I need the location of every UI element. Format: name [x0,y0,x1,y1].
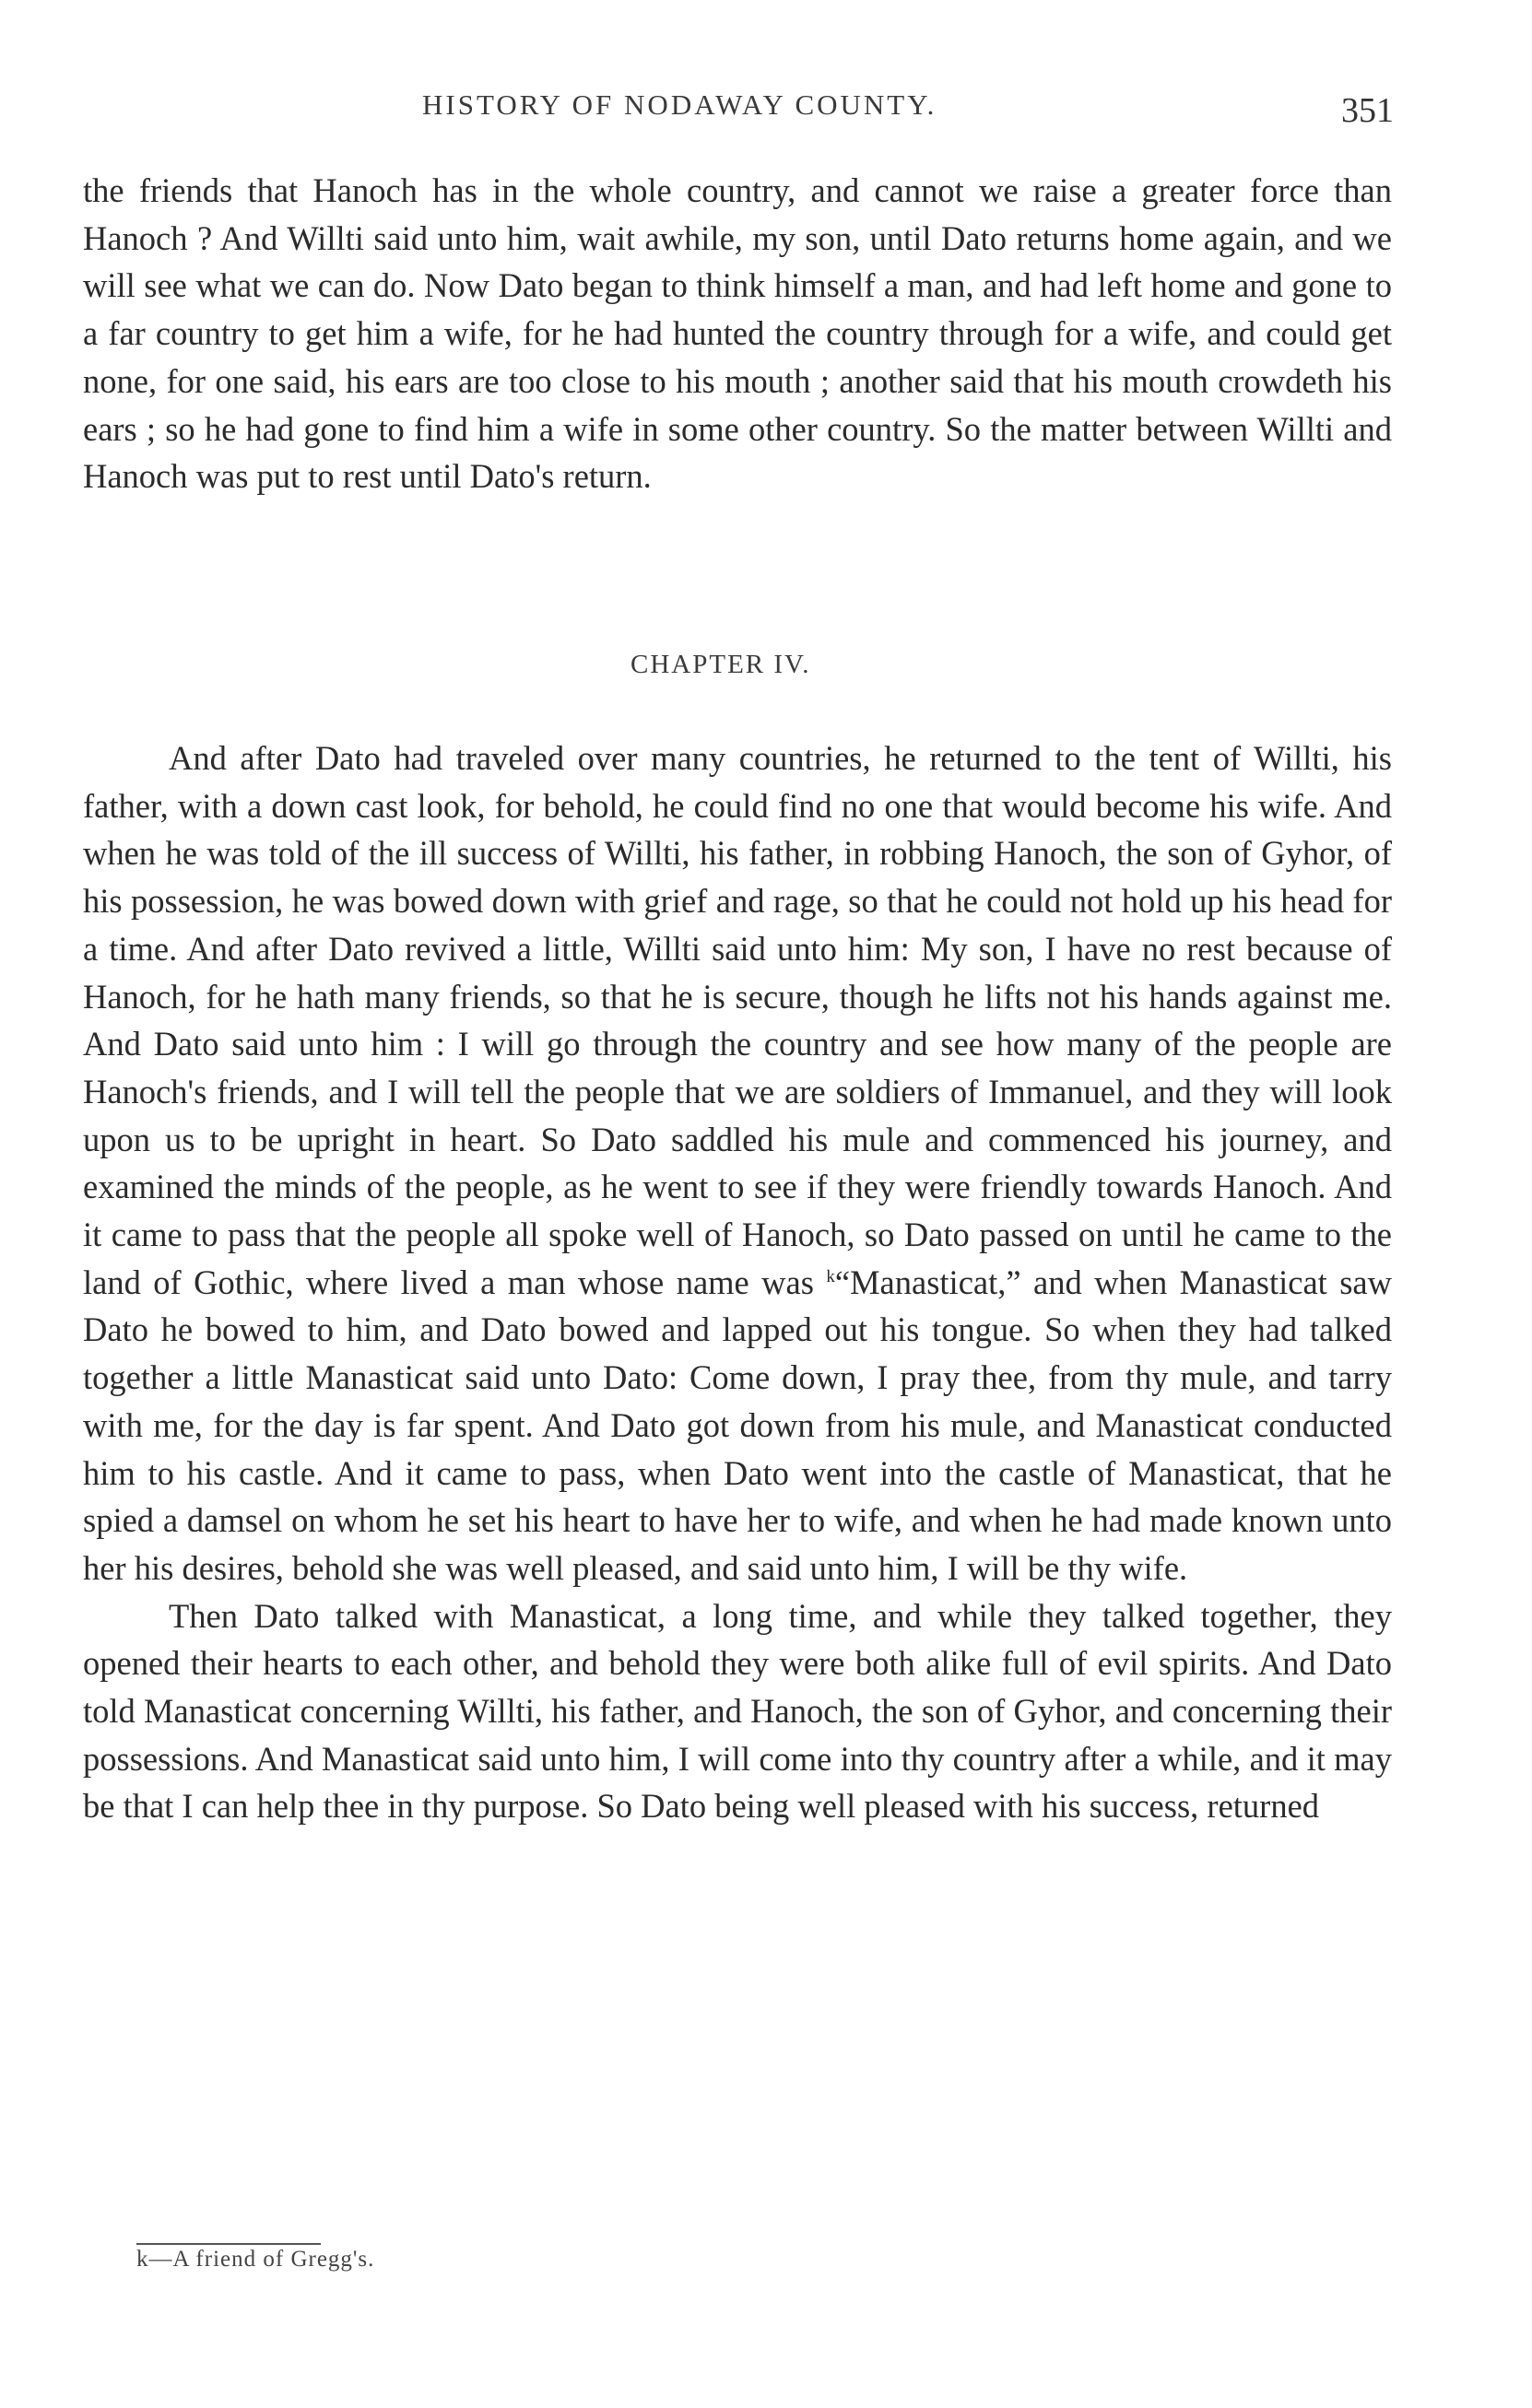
footnote: k—A friend of Gregg's. [136,2247,375,2272]
paragraph-1 [83,734,1392,1592]
footnote-reference: k [826,1266,835,1286]
continued-paragraph: the friends that Hanoch has in the whole country, and cannot we raise a greater force than Hanoch ? And Willti said unto him, wait awhile, my son, until Dato returns home again, and we will see what we can do. Now Dato began to think himself a man, and had left home and gone to a far country to get him a wife, for he had hunted the country through for a wife, and could get none, for one said, his ears are too close to his mouth ; another said that his mouth crowdeth his ears ; so he had gone to find him a wife in some other country. So the matter between Willti and Hanoch was put to rest until Dato's return. [83,171,1392,496]
running-title: HISTORY OF NODAWAY COUNTY. [422,88,937,121]
continued-paragraph-block [83,167,1392,500]
paragraph-2: Then Dato talked with Manasticat, a long time, and while they talked together, they opened their hearts to each other, and behold they were both alike full of evil spirits. And Dato told Manasticat concerning Willti, his father, and Hanoch, the son of Gyhor, and concerning their possessions. And Manasticat said unto him, I will come into thy country after a while, and it may be that I can help thee in thy purpose. So Dato being well pleased with his success, returned [83,1596,1392,1826]
page-number: 351 [1341,91,1394,130]
chapter-heading: CHAPTER IV. [630,650,811,679]
paragraph-1-text-a: And after Dato had traveled over many countries, he returned to the tent of Willti, his father, with a down cast look, for behold, he could find no one that would become his wife. And when he was told of the ill success of Willti, his father, in robbing Hanoch, the son of Gyhor, of his possession, he was bowed down with grief and rage, so that he could not hold up his head for a time. And after Dato revived a little, Willti said unto him: My son, I have no rest because of Hanoch, for he hath many friends, so that he is secure, though he lifts not his hands against me. And Dato said unto him : I will go through the country and see how many of the people are Hanoch's friends, and I will tell the people that we are soldiers of Immanuel, and they will look upon us to be upright in heart. So Dato saddled his mule and commenced his journey, and examined the minds of the people, as he went to see if they were friendly towards Hanoch. And it came to pass that the people all spoke well of Hanoch, so Dato passed on until he came to the land of Gothic, where lived a man whose name was [83,739,1392,1301]
chapter-text [83,734,1392,1830]
paragraph-1-text-b: “Manasticat,” and when Manasticat saw Dato he bowed to him, and Dato bowed and lapped out his tongue. So when they had talked together a little Manasticat said unto Dato: Come down, I pray thee, from thy mule, and tarry with me, for the day is far spent. And Dato got down from his mule, and Manasticat conducted him to his castle. And it came to pass, when Dato went into the castle of Manasticat, that he spied a damsel on whom he set his heart to have her to wife, and when he had made known unto her his desires, behold she was well pleased, and said unto him, I will be thy wife. [83,1263,1392,1587]
footnote-rule [136,2243,321,2245]
